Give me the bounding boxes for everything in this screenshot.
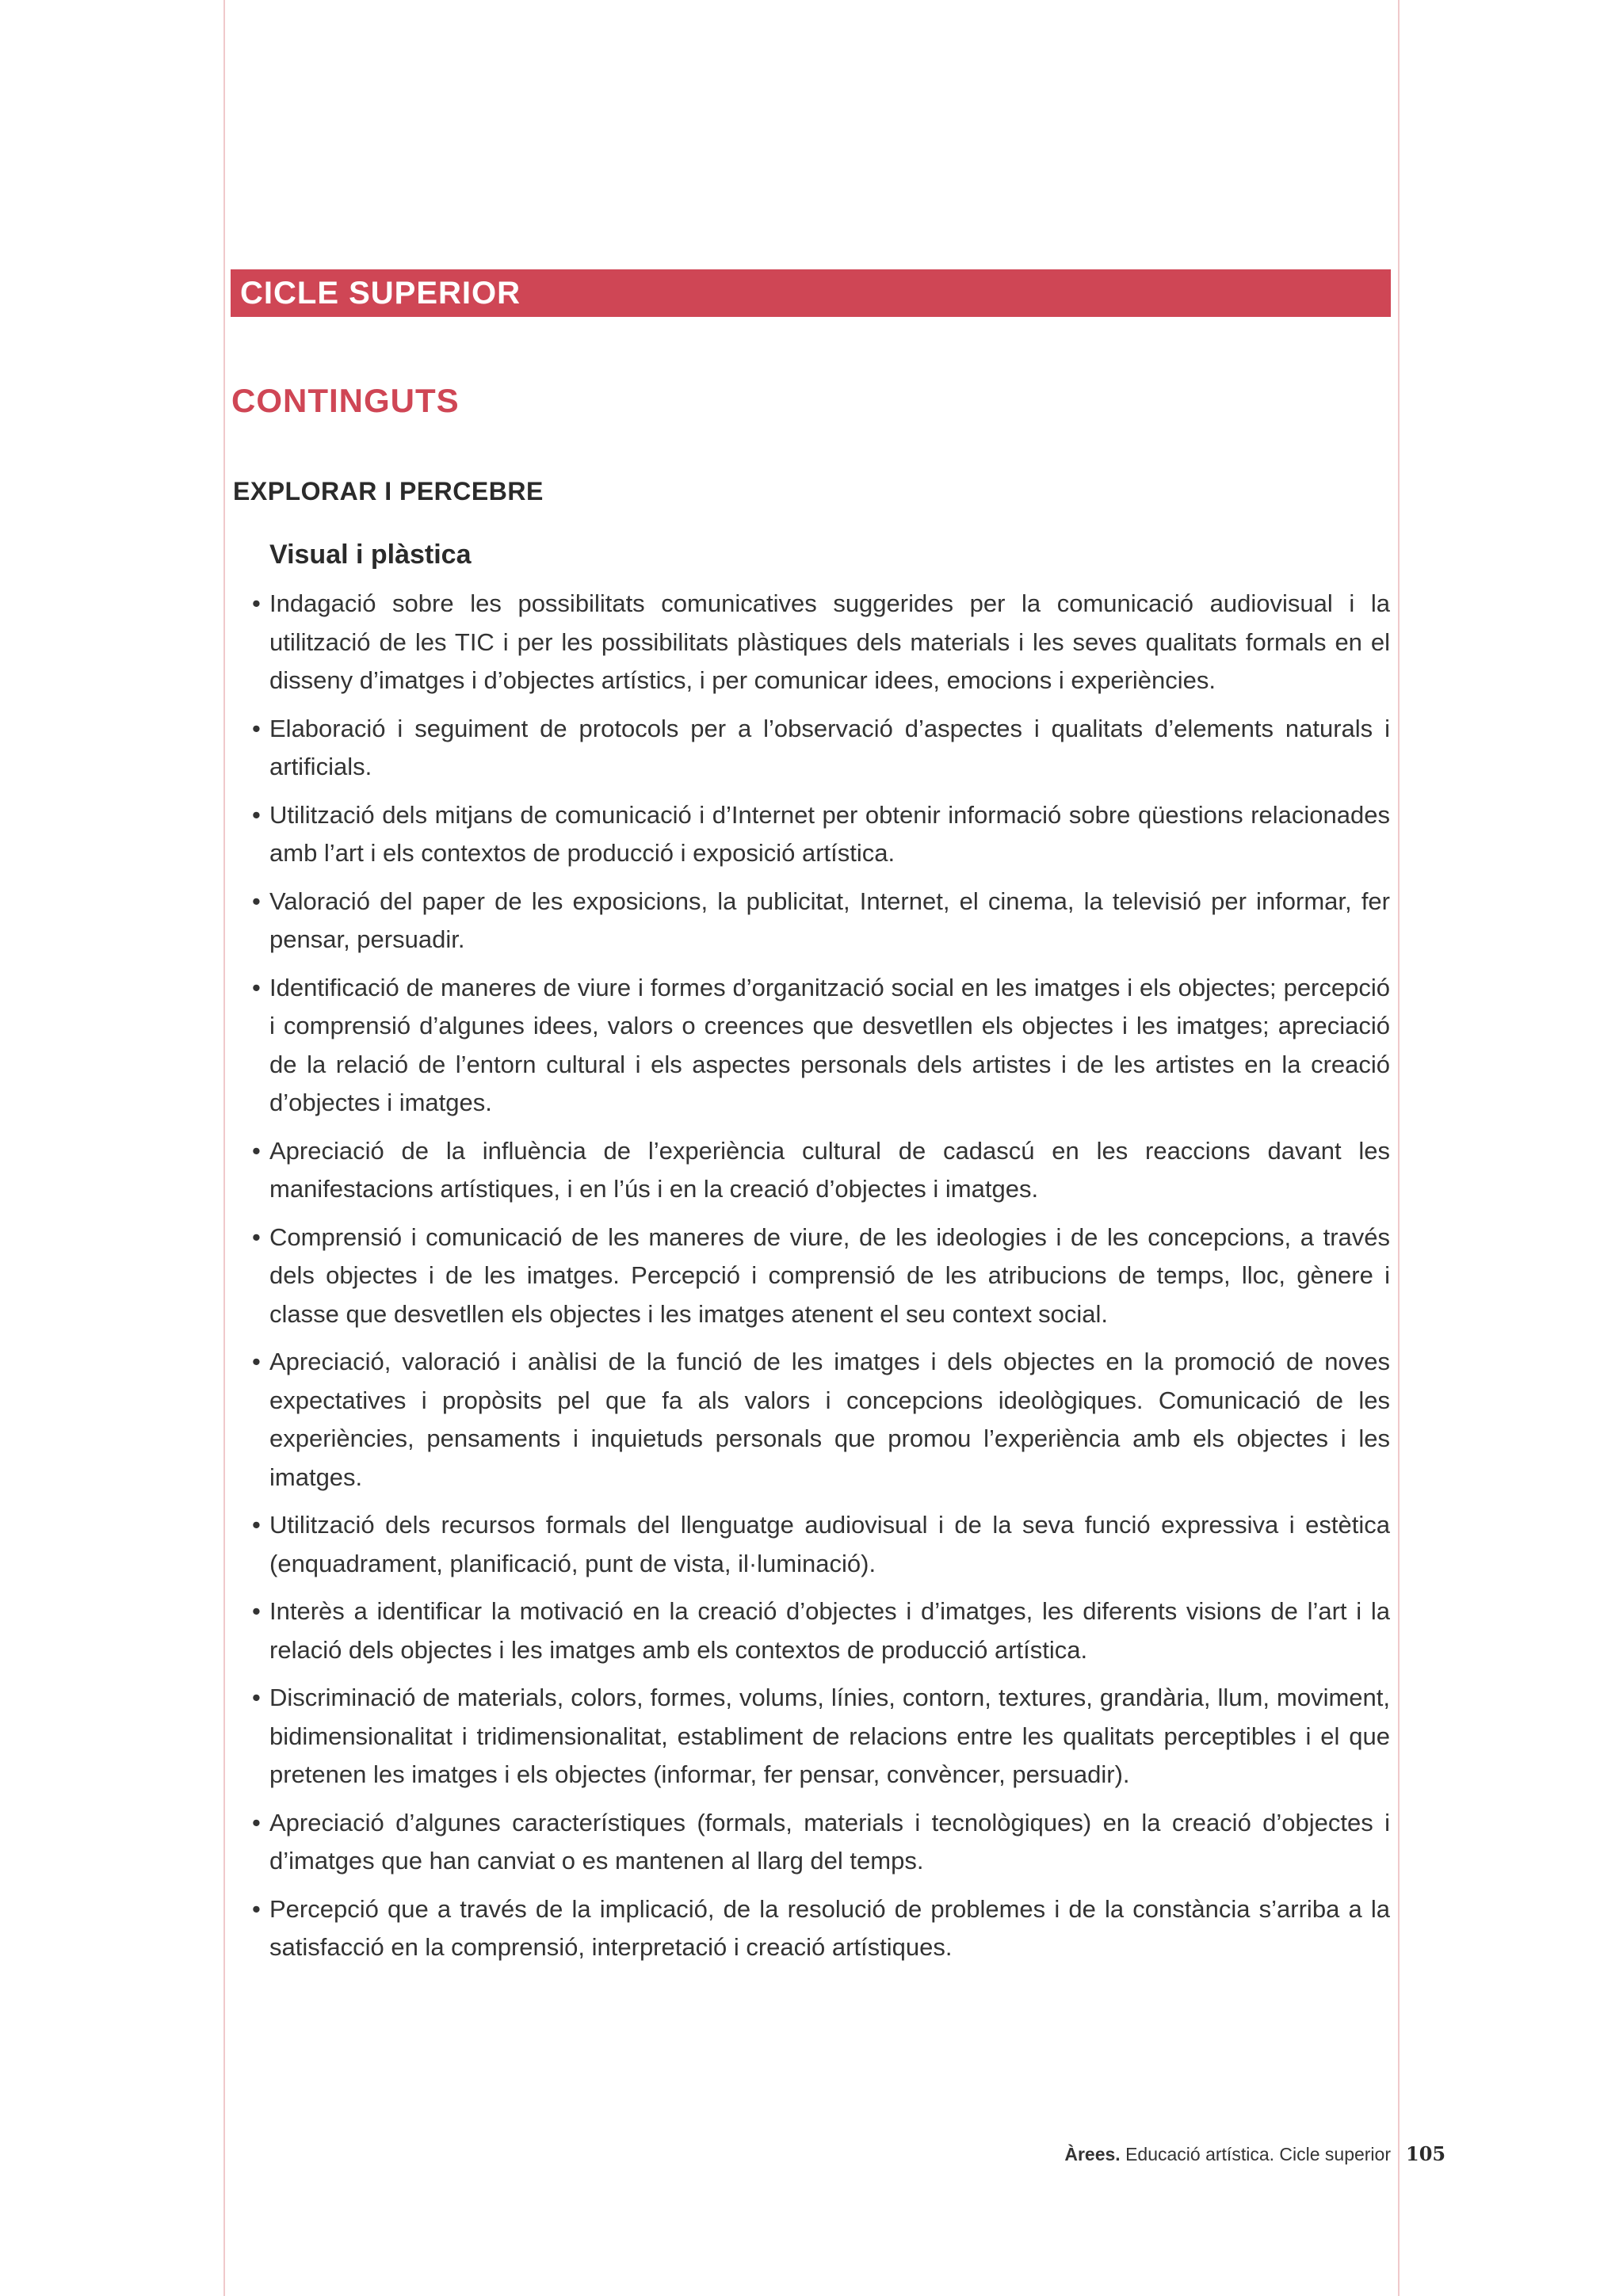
content-list <box>252 585 1390 1977</box>
page-number: 105 <box>1406 2142 1446 2165</box>
subsection-heading: EXPLORAR I PERCEBRE <box>233 477 544 505</box>
list-item-text: Apreciació d’algunes característiques (formals, materials i tecnològiques) en la creació d’objectes i d’imatges que han canviat o es mantenen al llarg del temps. <box>269 1808 1390 1875</box>
list-item-text: Utilització dels mitjans de comunicació i d’Internet per obtenir informació sobre qüestions relacionades amb l’art i els contextos de producció i exposició artística. <box>269 800 1390 867</box>
list-item <box>252 969 1390 1123</box>
list-item <box>252 710 1390 787</box>
list-item-text: Percepció que a través de la implicació, de la resolució de problemes i de la constància s’arriba a la satisfacció en la comprensió, interpretació i creació artístiques. <box>269 1894 1390 1961</box>
footer-subtitle: Educació artística. Cicle superior <box>1120 2144 1391 2164</box>
list-item-text: Comprensió i comunicació de les maneres de viure, de les ideologies i de les concepcions, a través dels objectes i de les imatges. Percepció i comprensió de les atribucions de temps, lloc, gènere i classe que desvetllen els objectes i les imatges atenent el seu context social. <box>269 1222 1390 1328</box>
list-item-text: Apreciació, valoració i anàlisi de la funció de les imatges i dels objectes en la promoció de noves expectatives i propòsits pel que fa als valors i concepcions ideològiques. Comunicació de les experiències, pensaments i inquietuds personals que promou l’experiència amb els objectes i les imatges. <box>269 1348 1390 1491</box>
list-item-text: Discriminació de materials, colors, formes, volums, línies, contorn, textures, grandària, llum, moviment, bidimensionalitat i tridimensionalitat, establiment de relacions entre les qualitats perceptibles i el que pretenen les imatges i els objectes (informar, fer pensar, convèncer, persuadir). <box>269 1684 1390 1788</box>
bullet-icon: • <box>252 973 261 1001</box>
list-item-text: Valoració del paper de les exposicions, la publicitat, Internet, el cinema, la televisió per informar, fer pensar, persuadir. <box>269 887 1390 953</box>
list-item <box>252 1343 1390 1497</box>
left-margin-rule <box>223 0 225 2296</box>
cycle-title: CICLE SUPERIOR <box>240 276 521 311</box>
list-item <box>252 796 1390 873</box>
footer-section: Àrees. <box>1064 2144 1121 2164</box>
list-item-text: Apreciació de la influència de l’experiència cultural de cadascú en les reaccions davant les manifestacions artístiques, i en l’ús i en la creació d’objectes i imatges. <box>269 1136 1390 1203</box>
list-item <box>252 1132 1390 1209</box>
bullet-icon: • <box>252 1348 261 1375</box>
bullet-icon: • <box>252 589 261 617</box>
bullet-icon: • <box>252 1222 261 1251</box>
bullet-icon: • <box>252 1894 261 1923</box>
bullet-icon: • <box>252 1684 261 1711</box>
list-item <box>252 883 1390 959</box>
list-item-text: Utilització dels recursos formals del llenguatge audiovisual i de la seva funció expressiva i estètica (enquadrament, planificació, punt de vista, il·luminació). <box>269 1511 1390 1577</box>
bullet-icon: • <box>252 887 261 915</box>
list-item-text: Interès a identificar la motivació en la creació d’objectes i d’imatges, les diferents visions de l’art i la relació dels objectes i les imatges amb els contextos de producció artística. <box>269 1597 1390 1664</box>
list-item <box>252 585 1390 700</box>
bullet-icon: • <box>252 800 261 829</box>
list-item <box>252 1219 1390 1334</box>
group-title: Visual i plàstica <box>269 540 472 570</box>
list-item <box>252 1506 1390 1583</box>
bullet-icon: • <box>252 1511 261 1539</box>
bullet-icon: • <box>252 1136 261 1165</box>
list-item <box>252 1890 1390 1967</box>
cycle-banner <box>231 269 1391 317</box>
list-item-text: Identificació de maneres de viure i formes d’organització social en les imatges i els objectes; percepció i comprensió d’algunes idees, valors o creences que desvetllen els objectes i les imatges; apreciació de la relació de l’entorn cultural i els aspectes personals dels artistes i de les artistes en la creació d’objectes i imatges. <box>269 973 1390 1116</box>
section-heading: CONTINGUTS <box>231 382 460 419</box>
bullet-icon: • <box>252 1808 261 1836</box>
list-item-text: Indagació sobre les possibilitats comunicatives suggerides per la comunicació audiovisual i la utilització de les TIC i per les possibilitats plàstiques dels materials i les seves qualitats formals en el disseny d’imatges i d’objectes artístics, i per comunicar idees, emocions i experiències. <box>269 589 1390 694</box>
list-item-text: Elaboració i seguiment de protocols per a l’observació d’aspectes i qualitats d’elements naturals i artificials. <box>269 714 1390 780</box>
list-item <box>252 1804 1390 1881</box>
list-item <box>252 1679 1390 1794</box>
list-item <box>252 1592 1390 1669</box>
page-footer <box>1030 2141 1391 2168</box>
right-margin-rule <box>1398 0 1400 2296</box>
bullet-icon: • <box>252 714 261 742</box>
bullet-icon: • <box>252 1597 261 1625</box>
